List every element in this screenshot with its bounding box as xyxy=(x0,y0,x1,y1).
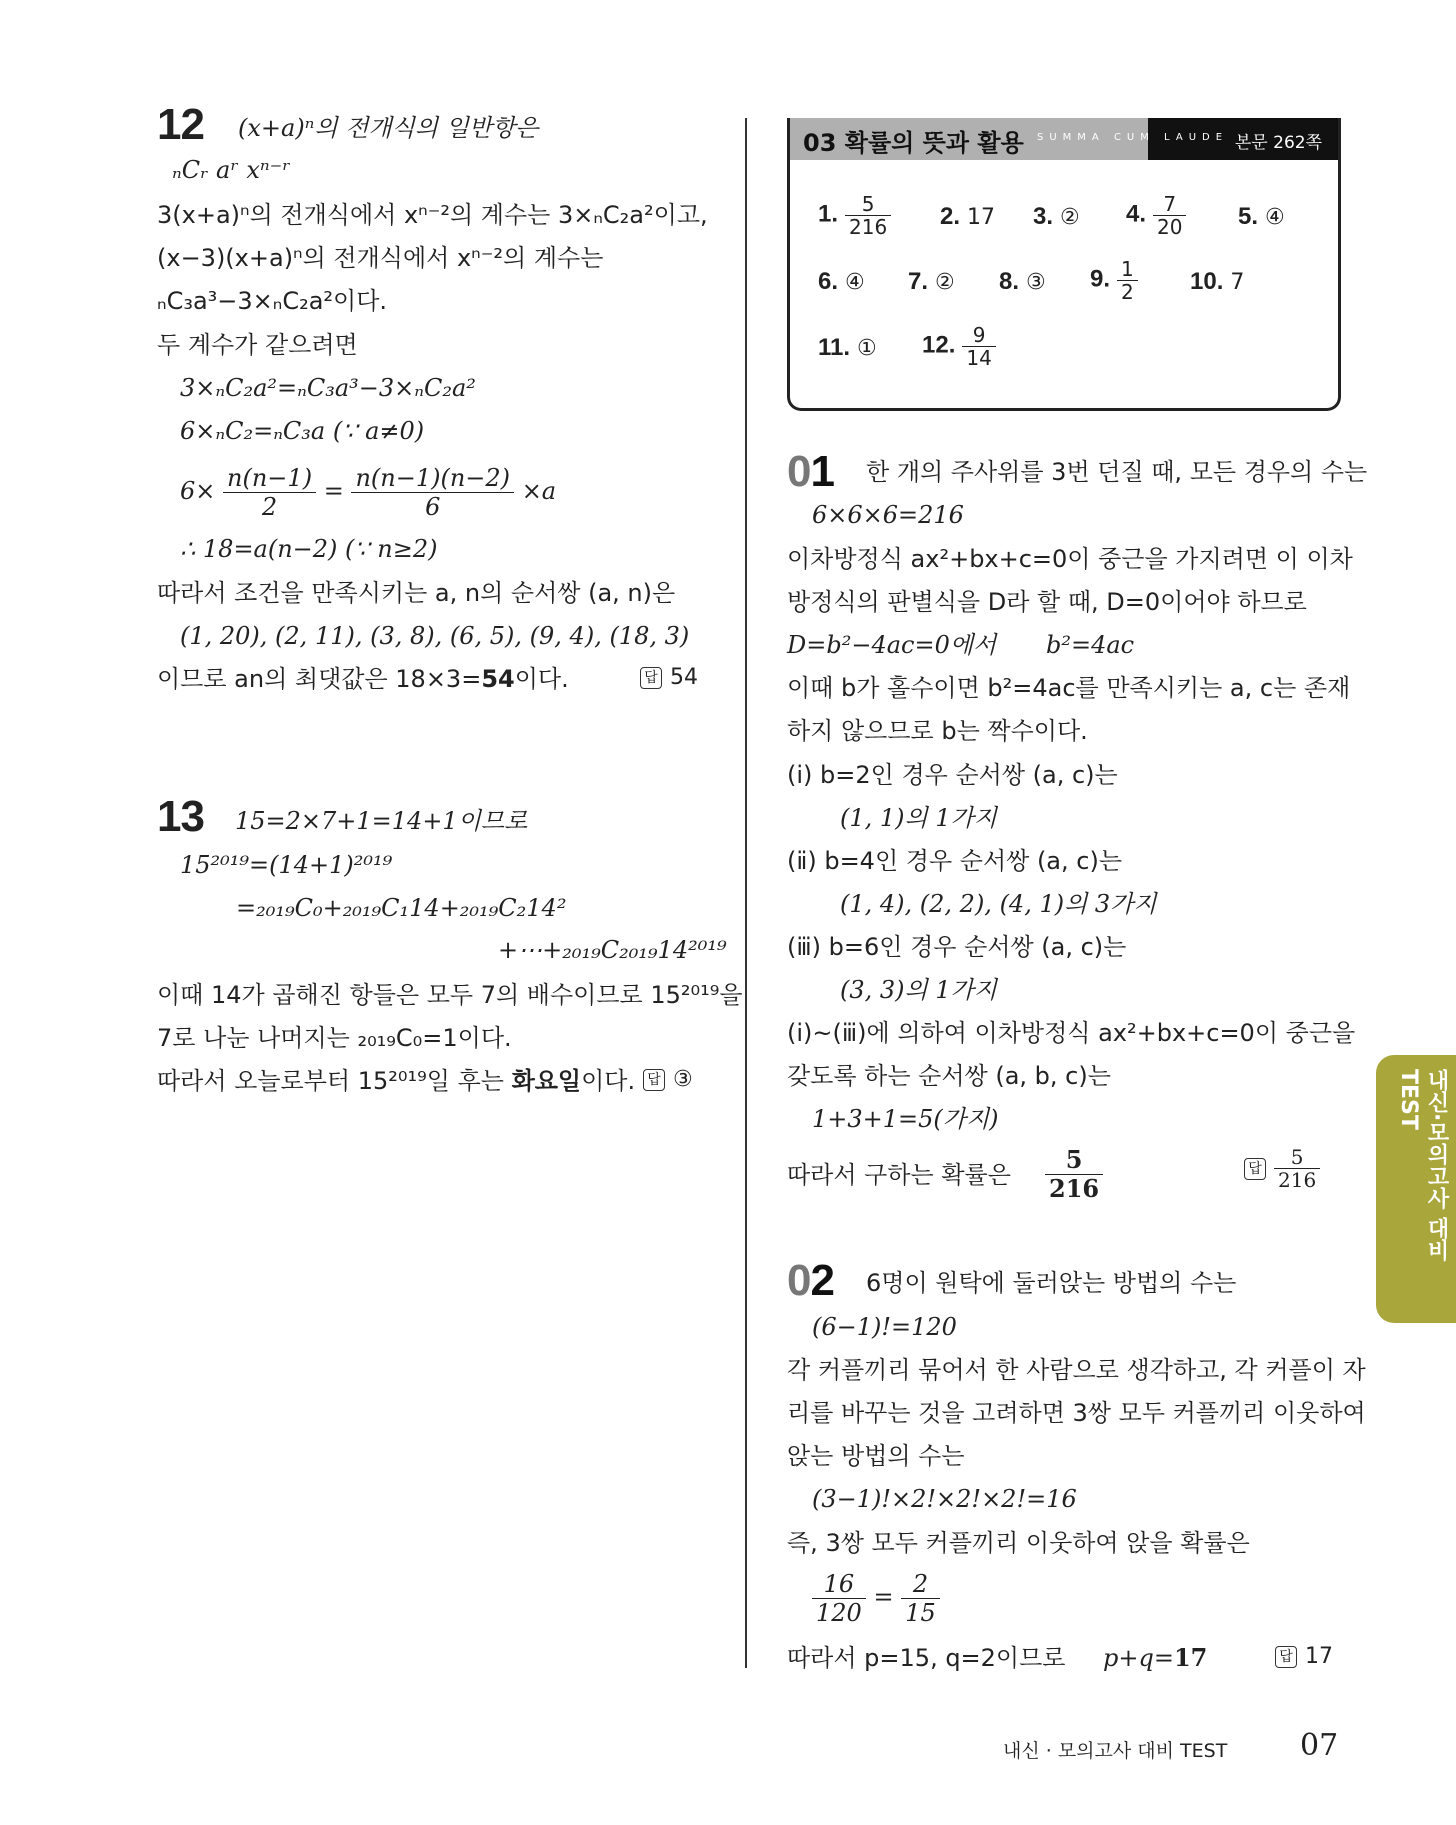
p13-line3: =₂₀₁₉C₀+₂₀₁₉C₁14+₂₀₁₉C₂14² xyxy=(236,894,567,922)
p01-line14: (ⅰ)~(ⅲ)에 의하여 이차방정식 ax²+bx+c=0이 중근을 xyxy=(787,1019,1356,1047)
p02-frac1-num: 16 xyxy=(812,1570,866,1599)
p02-frac1-den: 120 xyxy=(816,1599,862,1627)
p12-line9-suffix: ×a xyxy=(521,477,557,505)
p02-line1: 6명이 원탁에 둘러앉는 방법의 수는 xyxy=(866,1269,1237,1297)
p02-line9b xyxy=(1103,1643,1207,1673)
p12-line7: 3×ₙC₂a²=ₙC₃a³−3×ₙC₂a² xyxy=(180,374,476,402)
problem-number-02 xyxy=(787,1256,834,1306)
p12-line4: (x−3)(x+a)ⁿ의 전개식에서 xⁿ⁻²의 계수는 xyxy=(157,244,604,272)
p02-line2: (6−1)!=120 xyxy=(812,1313,957,1341)
answer-4 xyxy=(1126,193,1186,238)
p12-answer-value: 54 xyxy=(670,665,698,690)
p13-line4: +⋯+₂₀₁₉C₂₀₁₉14²⁰¹⁹ xyxy=(498,936,727,964)
answer-12 xyxy=(922,324,996,369)
p01-line3: 이차방정식 ax²+bx+c=0이 중근을 가지려면 이 이차 xyxy=(787,545,1353,573)
answer-12-num: 12. xyxy=(922,331,956,359)
answer-7 xyxy=(908,268,955,296)
p12-line6: 두 계수가 같으려면 xyxy=(157,331,358,359)
answer-2-num: 2. xyxy=(940,203,961,230)
p12-line2: ₙCᵣ aʳ xⁿ⁻ʳ xyxy=(172,156,291,184)
p12-line3: 3(x+a)ⁿ의 전개식에서 xⁿ⁻²의 계수는 3×ₙC₂a²이고, xyxy=(157,201,708,229)
p01-result-frac xyxy=(1045,1146,1103,1203)
answer-key-box xyxy=(787,118,1341,411)
answer-8 xyxy=(999,268,1046,296)
answer-1-frac xyxy=(845,193,891,238)
side-tab-label: 내신·모의고사 대비 TEST xyxy=(1396,1069,1449,1262)
p01-line17: 따라서 구하는 확률은 xyxy=(787,1161,1011,1189)
p01-line2: 6×6×6=216 xyxy=(812,501,964,529)
p02-frac2-num: 2 xyxy=(901,1570,940,1599)
answer-12-numerator: 9 xyxy=(962,324,995,347)
answer-11-value: ① xyxy=(857,336,877,361)
p13-line2: 15²⁰¹⁹=(14+1)²⁰¹⁹ xyxy=(180,851,393,879)
p01-answer xyxy=(1244,1146,1320,1191)
answer-9-numerator: 1 xyxy=(1117,258,1138,281)
answer-6-value: ④ xyxy=(845,270,865,295)
answer-9-denominator: 2 xyxy=(1121,280,1134,304)
answer-10-num: 10. xyxy=(1190,268,1224,295)
p13-line5: 이때 14가 곱해진 항들은 모두 7의 배수이므로 15²⁰¹⁹을 xyxy=(157,981,743,1009)
p01-line9: (1, 1)의 1가지 xyxy=(840,804,997,832)
p01-line13: (3, 3)의 1가지 xyxy=(840,976,997,1004)
answer-9 xyxy=(1090,258,1138,303)
answer-10-value: 7 xyxy=(1230,270,1245,295)
p01-line11: (1, 4), (2, 2), (4, 1)의 3가지 xyxy=(840,890,1157,918)
p13-line1: 15=2×7+1=14+1이므로 xyxy=(235,807,528,835)
p01-answer-den: 216 xyxy=(1278,1168,1317,1192)
answer-5-num: 5. xyxy=(1238,203,1259,230)
p01-num-gray: 0 xyxy=(787,447,811,496)
answer-4-num: 4. xyxy=(1126,200,1147,228)
p12-fraction-1 xyxy=(223,464,316,521)
answer-3 xyxy=(1033,203,1080,231)
answer-12-frac xyxy=(962,324,995,369)
answer-7-value: ② xyxy=(935,270,955,295)
p02-line8 xyxy=(812,1570,940,1627)
p12-line10: ∴ 18=a(n−2) (∵ n≥2) xyxy=(180,535,438,563)
p02-line3: 각 커플끼리 묶어서 한 사람으로 생각하고, 각 커플이 자 xyxy=(787,1356,1366,1384)
p01-line12: (ⅲ) b=6인 경우 순서쌍 (a, c)는 xyxy=(787,933,1127,961)
p13-line7-a: 따라서 오늘로부터 15²⁰¹⁹일 후는 xyxy=(157,1067,512,1095)
page-reference: 본문 262쪽 xyxy=(1234,133,1322,153)
answer-4-denominator: 20 xyxy=(1157,215,1183,239)
answer-label: 답 xyxy=(1244,1158,1266,1180)
p02-line5: 앉는 방법의 수는 xyxy=(787,1442,965,1470)
answer-label: 답 xyxy=(1275,1646,1297,1668)
p02-line6: (3−1)!×2!×2!×2!=16 xyxy=(812,1485,1077,1513)
answer-2 xyxy=(940,203,995,231)
p12-line1: (x+a)ⁿ의 전개식의 일반항은 xyxy=(238,114,539,142)
answer-9-frac xyxy=(1117,258,1138,303)
p12-line5: ₙC₃a³−3×ₙC₂a²이다. xyxy=(157,287,388,315)
p13-line7 xyxy=(157,1066,635,1096)
page-number: 07 xyxy=(1300,1728,1339,1763)
answer-11 xyxy=(818,334,877,362)
p01-line16: 1+3+1=5(가지) xyxy=(812,1105,999,1133)
p02-line4: 리를 바꾸는 것을 고려하면 3쌍 모두 커플끼리 이웃하여 xyxy=(787,1399,1366,1427)
side-tab xyxy=(1376,1055,1456,1323)
answer-10 xyxy=(1190,268,1244,296)
p01-line5a: D=b²−4ac=0에서 xyxy=(787,631,997,659)
answer-1-num: 1. xyxy=(818,200,839,228)
p01-line6: 이때 b가 홀수이면 b²=4ac를 만족시키는 a, c는 존재 xyxy=(787,674,1351,702)
p12-line13-a: 이므로 an의 최댓값은 18×3= xyxy=(157,665,482,693)
p12-fraction-2 xyxy=(351,464,514,521)
answer-4-numerator: 7 xyxy=(1153,193,1186,216)
p12-line9-eq: = xyxy=(323,477,344,505)
p01-line1: 한 개의 주사위를 3번 던질 때, 모든 경우의 수는 xyxy=(866,458,1368,486)
section-title: 03 확률의 뜻과 활용 xyxy=(803,129,1024,157)
p02-line9-result: 17 xyxy=(1173,1643,1208,1672)
p01-line4: 방정식의 판별식을 D라 할 때, D=0이어야 하므로 xyxy=(787,588,1307,616)
p13-answer xyxy=(643,1067,693,1092)
p12-frac1-den: 2 xyxy=(261,493,278,521)
p02-line9a: 따라서 p=15, q=2이므로 xyxy=(787,1644,1066,1672)
p02-answer xyxy=(1275,1644,1333,1669)
problem-number-12: 12 xyxy=(157,100,204,149)
answer-label: 답 xyxy=(643,1069,665,1091)
p01-line15: 갖도록 하는 순서쌍 (a, b, c)는 xyxy=(787,1062,1111,1090)
p12-line11: 따라서 조건을 만족시키는 a, n의 순서쌍 (a, n)은 xyxy=(157,579,676,607)
p12-line13 xyxy=(157,664,569,694)
p02-fraction-1 xyxy=(812,1570,866,1627)
p01-result-fraction xyxy=(1045,1146,1103,1203)
p13-line7-c: 이다. xyxy=(581,1067,636,1095)
summa-cum-laude: SUMMA CUM LAUDE xyxy=(1037,132,1229,143)
answer-5 xyxy=(1238,203,1285,231)
answer-1-denominator: 216 xyxy=(849,215,888,239)
p02-answer-value: 17 xyxy=(1305,1644,1333,1669)
p01-answer-frac xyxy=(1274,1146,1320,1191)
answer-5-value: ④ xyxy=(1265,205,1285,230)
p01-line7: 하지 않으므로 b는 짝수이다. xyxy=(787,717,1088,745)
p12-frac2-num: n(n−1)(n−2) xyxy=(351,464,514,493)
p02-num-gray: 0 xyxy=(787,1256,811,1305)
p01-answer-num: 5 xyxy=(1274,1146,1320,1169)
p01-result-num: 5 xyxy=(1045,1146,1103,1175)
answer-1 xyxy=(818,193,891,238)
answer-11-num: 11. xyxy=(818,334,851,361)
answer-8-value: ③ xyxy=(1026,270,1046,295)
p02-fraction-2 xyxy=(901,1570,940,1627)
p02-num-dark: 2 xyxy=(810,1256,834,1305)
p12-line13-b: 54 xyxy=(481,665,515,693)
p13-line6: 7로 나눈 나머지는 ₂₀₁₉C₀=1이다. xyxy=(157,1024,512,1052)
problem-number-13: 13 xyxy=(157,792,204,841)
answer-7-num: 7. xyxy=(908,268,929,295)
p01-result-den: 216 xyxy=(1049,1174,1100,1203)
answer-2-value: 17 xyxy=(967,205,996,230)
answer-label: 답 xyxy=(640,667,662,689)
p01-line8: (ⅰ) b=2인 경우 순서쌍 (a, c)는 xyxy=(787,761,1118,789)
answer-3-value: ② xyxy=(1060,205,1080,230)
p12-frac2-den: 6 xyxy=(425,493,441,521)
p12-line9 xyxy=(180,464,556,521)
p12-line13-c: 이다. xyxy=(514,665,569,693)
p12-frac1-num: n(n−1) xyxy=(223,464,316,493)
p02-line8-eq: = xyxy=(873,1583,894,1611)
p13-line7-b: 화요일 xyxy=(511,1067,582,1095)
p02-frac2-den: 15 xyxy=(905,1599,936,1627)
p01-num-dark: 1 xyxy=(810,447,834,496)
p02-line7: 즉, 3쌍 모두 커플끼리 이웃하여 앉을 확률은 xyxy=(787,1529,1250,1557)
p12-line12: (1, 20), (2, 11), (3, 8), (6, 5), (9, 4), (18, 3) xyxy=(180,622,690,650)
p01-line10: (ⅱ) b=4인 경우 순서쌍 (a, c)는 xyxy=(787,847,1123,875)
p01-line5b: b²=4ac xyxy=(1046,631,1135,659)
p02-line9-expr: p+q= xyxy=(1103,1644,1174,1672)
answer-3-num: 3. xyxy=(1033,203,1054,230)
column-divider xyxy=(745,118,747,1668)
p12-line9-prefix: 6× xyxy=(180,477,216,505)
answer-6-num: 6. xyxy=(818,268,839,295)
answer-6 xyxy=(818,268,865,296)
problem-number-01 xyxy=(787,447,834,497)
p12-answer xyxy=(640,665,698,690)
p13-answer-value: ③ xyxy=(673,1067,693,1092)
answer-4-frac xyxy=(1153,193,1186,238)
p12-line8: 6×ₙC₂=ₙC₃a (∵ a≠0) xyxy=(180,417,425,445)
footer-label: 내신 · 모의고사 대비 TEST xyxy=(1003,1740,1228,1762)
answer-8-num: 8. xyxy=(999,268,1020,295)
answer-1-numerator: 5 xyxy=(845,193,891,216)
answer-9-num: 9. xyxy=(1090,265,1111,293)
answer-12-denominator: 14 xyxy=(966,346,992,370)
